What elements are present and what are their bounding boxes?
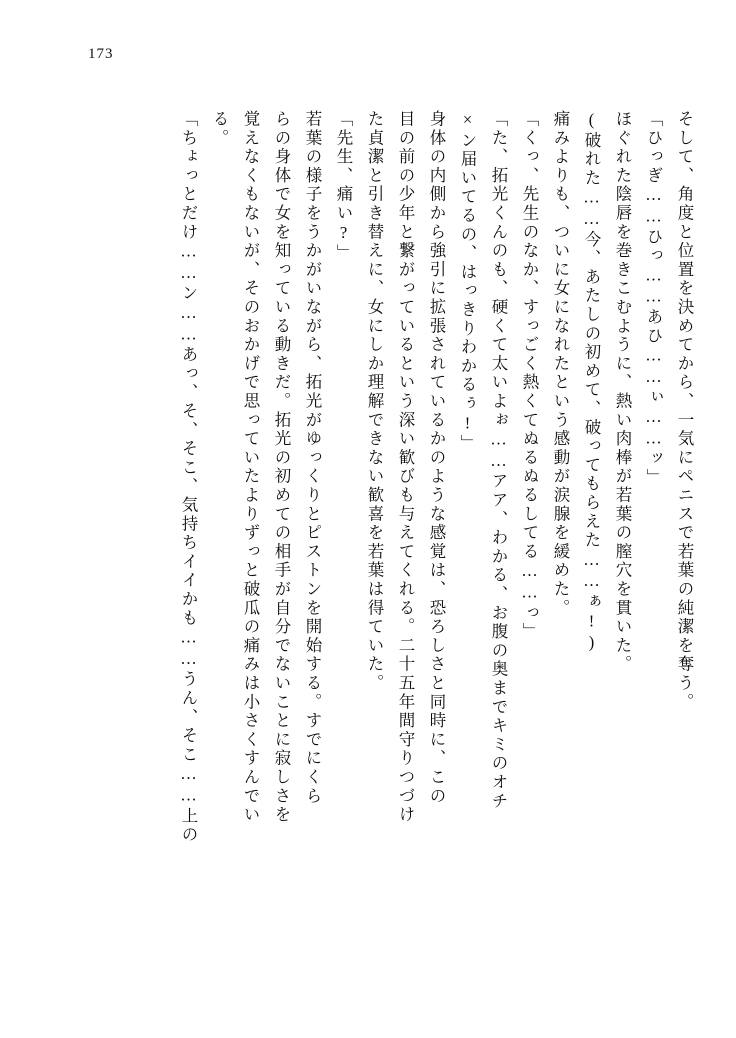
text-line: 「た、拓光くんのも、硬くて太いよぉ……アア、わかる、お腹の奥までキミのオチ [489, 110, 508, 811]
text-line: た貞潔と引き替えに、女にしか理解できない歓喜を若葉は得ていた。 [365, 110, 384, 693]
text-line: ほぐれた陰唇を巻きこむように、熱い肉棒が若葉の膣穴を貫いた。 [613, 110, 632, 674]
text-line: 覚えなくもないが、そのおかげで思っていたよりずっと破瓜の痛みは小さくすんでい [241, 110, 260, 825]
text-line: 「ちょっとだけ……ン……あっ、そ、そこ、気持ちイイかも……うん、そこ……上の [179, 110, 198, 845]
text-line: る。 [210, 110, 229, 148]
text-line: 目の前の少年と繋がっているという深い歓びも与えてくれる。二十五年間守りつづけ [396, 110, 415, 825]
page-number: 173 [88, 46, 114, 62]
text-line: ×ン届いてるの、はっきりわかるぅ!」 [458, 110, 477, 454]
text-line: 痛みよりも、ついに女になれたという感動が涙腺を緩めた。 [551, 110, 570, 618]
text-line: 若葉の様子をうかがいながら、拓光がゆっくりとピストンを開始する。すでにくら [303, 110, 322, 806]
text-line: 身体の内側から強引に拡張されているかのような感覚は、恐ろしさと同時に、この [427, 110, 446, 806]
text-line: そして、角度と位置を決めてから、一気にペニスで若葉の純潔を奪う。 [675, 110, 694, 712]
text-line: 「先生、痛い?」 [334, 110, 353, 263]
text-line: 「くっ、先生のなか、すっごく熱くてぬるぬるしてる……っ」 [520, 110, 539, 642]
text-line: らの身体で女を知っている動きだ。拓光の初めての相手が自分でないことに寂しさを [272, 110, 291, 825]
text-line: (破れた……今、あたしの初めて、破ってもらえた……ぁ!) [582, 110, 601, 654]
vertical-text-body [44, 110, 692, 980]
text-line: 「ひっぎ……ひっ……あひ……ぃ……ッ」 [644, 110, 663, 488]
